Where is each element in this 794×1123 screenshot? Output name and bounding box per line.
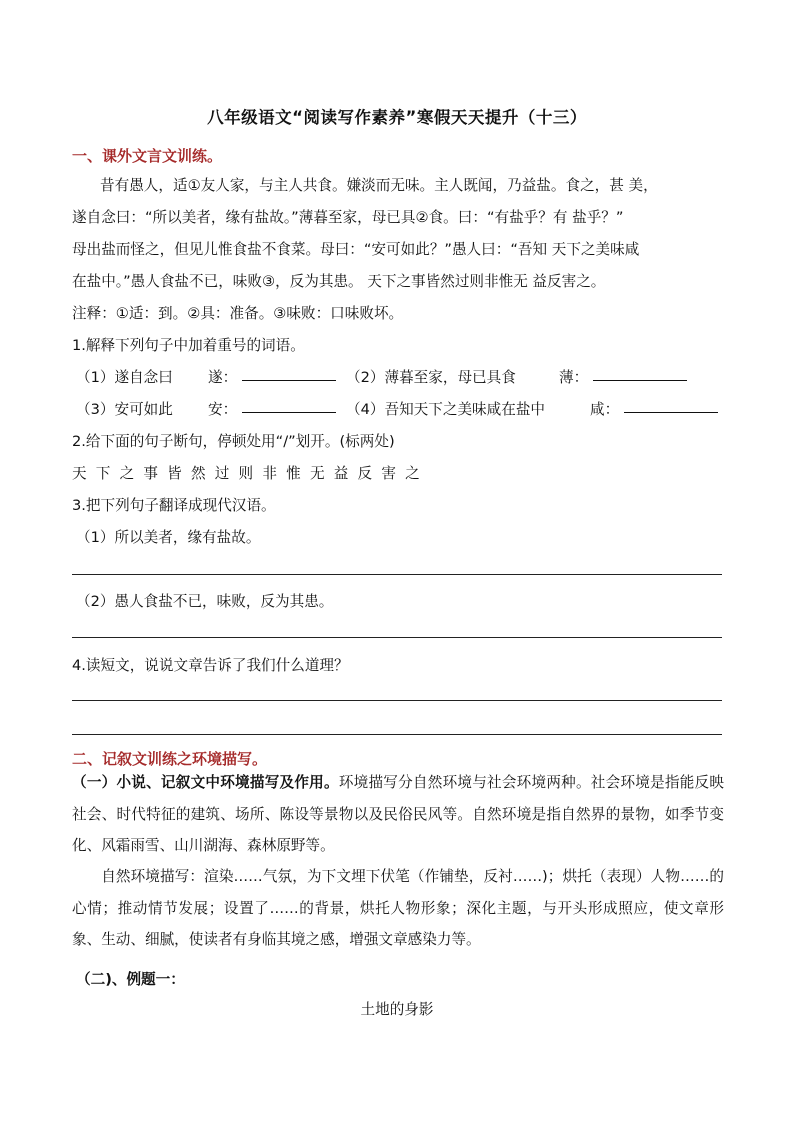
section2-heading: 二、记叙文训练之环境描写。 — [72, 750, 268, 768]
section2-para2: 自然环境描写：渲染……气氛，为下文埋下伏笔（作铺垫，反衬……)；烘托（表现）人物……的心情；推动情节发展；设置了……的背景，烘托人物形象；深化主题，与开头形成照应，使文章形象、生动、细腻，使读者有身临其境之感，增强文章感染力等。 — [72, 868, 724, 948]
section1-heading: 一、课外文言文训练。 — [72, 147, 223, 165]
q2-prompt: 2.给下面的句子断句，停顿处用“/”划开。(标两处) — [72, 433, 395, 450]
q1-item-4-word: 咸： — [590, 401, 620, 418]
q3-item-1-answer-line[interactable] — [72, 574, 722, 575]
q1-item-1-word: 遂： — [208, 369, 238, 386]
section2-sub2-label: （二)、例题一： — [76, 971, 185, 988]
q1-item-2-sentence: （2）薄暮至家，母已具食 — [346, 369, 516, 386]
q4-answer-line-2[interactable] — [72, 734, 722, 735]
q1-item-1-answer-blank[interactable] — [242, 366, 336, 381]
q1-prompt: 1.解释下列句子中加着重号的词语。 — [72, 337, 305, 354]
q1-item-3-answer-blank[interactable] — [242, 398, 336, 413]
q1-item-2-answer-blank[interactable] — [593, 366, 687, 381]
q1-item-1-sentence: （1）遂自念曰 — [76, 369, 173, 386]
q4-prompt: 4.读短文，说说文章告诉了我们什么道理？ — [72, 657, 349, 674]
passage-line-2: 遂自念曰：“所以美者，缘有盐故。”薄暮至家，母已具②食。曰：“有盐乎？有 盐乎？” — [72, 209, 624, 226]
passage-line-1: 昔有愚人，适①友人家，与主人共食。嫌淡而无味。主人既闻，乃益盐。食之，甚 美， — [100, 177, 658, 194]
q1-item-3-word: 安： — [208, 401, 238, 418]
notes: 注释：①适：到。②具：准备。③味败：口味败坏。 — [72, 305, 404, 322]
section2-sub1-label: （一）小说、记叙文中环境描写及作用。 — [72, 774, 339, 791]
q3-prompt: 3.把下列句子翻译成现代汉语。 — [72, 497, 276, 514]
q1-item-4-sentence: （4）吾知天下之美味咸在盐中 — [346, 401, 546, 418]
section2-para1 — [72, 767, 724, 862]
q1-item-4-answer-blank[interactable] — [624, 398, 718, 413]
q3-item-2-answer-line[interactable] — [72, 637, 722, 638]
page-title: 八年级语文“阅读写作素养”寒假天天提升（十三） — [207, 108, 587, 127]
q3-item-2: （2）愚人食盐不已，味败，反为其患。 — [76, 593, 334, 610]
passage-line-4: 在盐中。”愚人食盐不已，味败③，反为其患。 天下之事皆然过则非惟无 益反害之。 — [72, 273, 606, 290]
section2-sub1-text: 环境描写分自然环境与社会环境两种。社会环境是指能反映社会、时代特征的建筑、场所、陈设等景物以及民俗民风等。自然环境是指自然界的景物，如季节变化、风霜雨雪、山川湖海、森林原野等。 — [72, 774, 724, 854]
example-title: 土地的身影 — [360, 1001, 434, 1018]
q4-answer-line-1[interactable] — [72, 700, 722, 701]
q1-item-2-word: 薄： — [559, 369, 589, 386]
passage-line-3: 母出盐而怪之，但见儿惟食盐不食菜。母曰：“安可如此？”愚人曰：“吾知 天下之美味咸 — [72, 241, 640, 258]
q3-item-1: （1）所以美者，缘有盐故。 — [76, 529, 261, 546]
q1-item-3-sentence: （3）安可如此 — [76, 401, 173, 418]
q2-sentence: 天下之事皆然过则非惟无益反害之 — [72, 465, 429, 482]
